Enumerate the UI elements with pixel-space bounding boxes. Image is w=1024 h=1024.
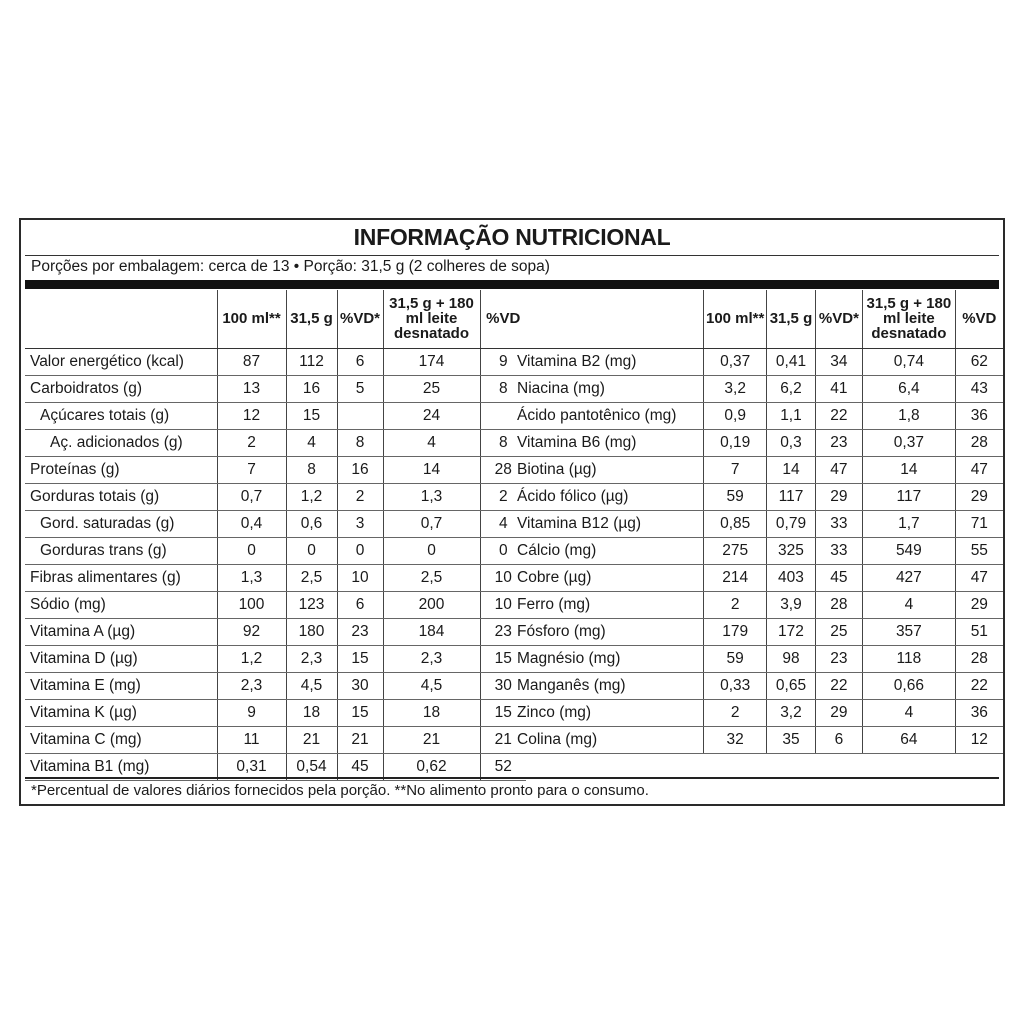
nutrient-name: Vitamina K (µg) bbox=[25, 699, 217, 726]
nutrient-row bbox=[25, 429, 526, 456]
nutrient-name: Proteínas (g) bbox=[25, 456, 217, 483]
nutrient-value: 36 bbox=[955, 402, 1003, 429]
column-header: %VD* bbox=[815, 290, 862, 348]
nutrient-value: 118 bbox=[863, 645, 956, 672]
nutrient-name: Magnésio (mg) bbox=[512, 645, 704, 672]
footnote: *Percentual de valores diários fornecidos pela porção. **No alimento pronto para o consumo. bbox=[31, 782, 649, 799]
nutrient-row bbox=[512, 726, 1003, 753]
nutrient-value: 23 bbox=[337, 618, 383, 645]
header-blank bbox=[512, 290, 704, 348]
nutrient-row bbox=[25, 618, 526, 645]
nutrient-value: 29 bbox=[955, 483, 1003, 510]
nutrient-value: 55 bbox=[955, 537, 1003, 564]
nutrient-value: 23 bbox=[815, 645, 862, 672]
nutrient-row bbox=[25, 402, 526, 429]
nutrient-value: 8 bbox=[337, 429, 383, 456]
nutrient-name: Niacina (mg) bbox=[512, 375, 704, 402]
nutrient-value: 15 bbox=[337, 645, 383, 672]
nutrient-row bbox=[512, 429, 1003, 456]
header-row bbox=[25, 290, 526, 348]
column-header: 100 ml** bbox=[704, 290, 767, 348]
nutrient-value: 59 bbox=[704, 483, 767, 510]
nutrient-value: 21 bbox=[286, 726, 337, 753]
nutrient-value: 275 bbox=[704, 537, 767, 564]
nutrient-value: 403 bbox=[767, 564, 815, 591]
nutrient-value: 1,3 bbox=[383, 483, 480, 510]
nutrient-value: 214 bbox=[704, 564, 767, 591]
nutrient-value: 0,37 bbox=[704, 348, 767, 375]
nutrient-name: Fibras alimentares (g) bbox=[25, 564, 217, 591]
nutrient-value: 4,5 bbox=[383, 672, 480, 699]
nutrient-value: 112 bbox=[286, 348, 337, 375]
nutrient-value: 0 bbox=[337, 537, 383, 564]
nutrient-value: 4 bbox=[863, 591, 956, 618]
nutrient-value: 16 bbox=[337, 456, 383, 483]
nutrient-value: 64 bbox=[863, 726, 956, 753]
nutrient-value: 30 bbox=[337, 672, 383, 699]
nutrient-value: 2,3 bbox=[383, 645, 480, 672]
nutrient-name: Vitamina C (mg) bbox=[25, 726, 217, 753]
nutrient-value: 174 bbox=[383, 348, 480, 375]
nutrient-value: 5 bbox=[337, 375, 383, 402]
nutrient-value: 18 bbox=[286, 699, 337, 726]
nutrient-row bbox=[512, 645, 1003, 672]
nutrition-facts-panel bbox=[19, 218, 1005, 806]
nutrient-row bbox=[25, 456, 526, 483]
nutrient-value: 0 bbox=[480, 537, 526, 564]
nutrient-row bbox=[512, 618, 1003, 645]
nutrient-value: 24 bbox=[383, 402, 480, 429]
nutrient-value: 6 bbox=[337, 591, 383, 618]
nutrient-value: 43 bbox=[955, 375, 1003, 402]
nutrient-row bbox=[25, 510, 526, 537]
nutrient-name: Biotina (µg) bbox=[512, 456, 704, 483]
nutrient-value: 34 bbox=[815, 348, 862, 375]
nutrient-name: Vitamina B6 (mg) bbox=[512, 429, 704, 456]
nutrient-name: Gorduras totais (g) bbox=[25, 483, 217, 510]
nutrient-value: 16 bbox=[286, 375, 337, 402]
nutrient-value: 15 bbox=[480, 699, 526, 726]
nutrient-value: 325 bbox=[767, 537, 815, 564]
nutrient-row bbox=[25, 645, 526, 672]
nutrient-name: Gord. saturadas (g) bbox=[25, 510, 217, 537]
nutrient-value: 12 bbox=[955, 726, 1003, 753]
nutrient-value: 30 bbox=[480, 672, 526, 699]
nutrient-name: Cobre (µg) bbox=[512, 564, 704, 591]
nutrient-value: 0 bbox=[383, 537, 480, 564]
nutrient-value: 4 bbox=[863, 699, 956, 726]
nutrient-value: 15 bbox=[337, 699, 383, 726]
nutrient-value: 22 bbox=[815, 672, 862, 699]
nutrient-value: 14 bbox=[383, 456, 480, 483]
nutrient-value: 0,3 bbox=[767, 429, 815, 456]
header-blank bbox=[25, 290, 217, 348]
nutrient-value: 10 bbox=[480, 564, 526, 591]
nutrient-value: 2,5 bbox=[383, 564, 480, 591]
nutrient-value: 25 bbox=[815, 618, 862, 645]
nutrient-value: 87 bbox=[217, 348, 286, 375]
nutrient-value: 32 bbox=[704, 726, 767, 753]
nutrient-value: 14 bbox=[767, 456, 815, 483]
nutrient-row bbox=[25, 753, 526, 780]
nutrient-name: Ácido pantotênico (mg) bbox=[512, 402, 704, 429]
nutrient-value: 28 bbox=[955, 429, 1003, 456]
nutrient-row bbox=[512, 483, 1003, 510]
nutrient-value: 123 bbox=[286, 591, 337, 618]
nutrient-value bbox=[337, 402, 383, 429]
column-header: 31,5 g bbox=[767, 290, 815, 348]
nutrient-value: 8 bbox=[480, 429, 526, 456]
nutrient-value: 21 bbox=[337, 726, 383, 753]
nutrient-value: 117 bbox=[863, 483, 956, 510]
nutrient-name: Açúcares totais (g) bbox=[25, 402, 217, 429]
nutrient-value: 0 bbox=[217, 537, 286, 564]
panel-title: INFORMAÇÃO NUTRICIONAL bbox=[353, 224, 671, 250]
header-row bbox=[512, 290, 1003, 348]
nutrient-value: 0,41 bbox=[767, 348, 815, 375]
nutrient-row bbox=[512, 564, 1003, 591]
nutrient-name: Vitamina E (mg) bbox=[25, 672, 217, 699]
nutrient-value: 1,2 bbox=[217, 645, 286, 672]
nutrient-value: 0,4 bbox=[217, 510, 286, 537]
nutrient-value: 549 bbox=[863, 537, 956, 564]
nutrient-value: 47 bbox=[955, 564, 1003, 591]
nutrient-value: 28 bbox=[480, 456, 526, 483]
nutrient-value: 7 bbox=[704, 456, 767, 483]
nutrient-value: 21 bbox=[480, 726, 526, 753]
nutrient-value: 8 bbox=[480, 375, 526, 402]
nutrient-row bbox=[512, 348, 1003, 375]
nutrient-name: Zinco (mg) bbox=[512, 699, 704, 726]
nutrient-value: 15 bbox=[480, 645, 526, 672]
nutrient-value: 172 bbox=[767, 618, 815, 645]
column-header: 31,5 g + 180 ml leite desnatado bbox=[863, 290, 956, 348]
nutrient-value: 200 bbox=[383, 591, 480, 618]
nutrient-name: Manganês (mg) bbox=[512, 672, 704, 699]
nutrient-value: 22 bbox=[955, 672, 1003, 699]
nutrient-value: 21 bbox=[383, 726, 480, 753]
nutrient-value: 1,2 bbox=[286, 483, 337, 510]
nutrient-value: 2,5 bbox=[286, 564, 337, 591]
nutrient-name: Gorduras trans (g) bbox=[25, 537, 217, 564]
nutrient-value: 179 bbox=[704, 618, 767, 645]
nutrient-row bbox=[512, 699, 1003, 726]
nutrient-name: Colina (mg) bbox=[512, 726, 704, 753]
nutrient-name: Vitamina B1 (mg) bbox=[25, 753, 217, 780]
nutrient-name: Vitamina B12 (µg) bbox=[512, 510, 704, 537]
nutrient-value: 0,7 bbox=[383, 510, 480, 537]
nutrient-value: 0,33 bbox=[704, 672, 767, 699]
nutrient-row bbox=[25, 537, 526, 564]
nutrient-value: 15 bbox=[286, 402, 337, 429]
nutrient-value: 3 bbox=[337, 510, 383, 537]
nutrient-value: 9 bbox=[217, 699, 286, 726]
nutrient-row bbox=[512, 510, 1003, 537]
nutrient-value: 4,5 bbox=[286, 672, 337, 699]
nutrient-value: 0,19 bbox=[704, 429, 767, 456]
nutrient-value: 36 bbox=[955, 699, 1003, 726]
nutrient-value: 9 bbox=[480, 348, 526, 375]
nutrient-value: 7 bbox=[217, 456, 286, 483]
nutrient-value: 0,85 bbox=[704, 510, 767, 537]
nutrient-value: 47 bbox=[955, 456, 1003, 483]
nutrient-name: Vitamina A (µg) bbox=[25, 618, 217, 645]
nutrient-name: Fósforo (mg) bbox=[512, 618, 704, 645]
nutrient-value: 10 bbox=[337, 564, 383, 591]
nutrient-value: 1,3 bbox=[217, 564, 286, 591]
nutrient-value: 47 bbox=[815, 456, 862, 483]
nutrient-value: 427 bbox=[863, 564, 956, 591]
thick-divider-bar bbox=[25, 280, 999, 289]
column-header: 31,5 g + 180 ml leite desnatado bbox=[383, 290, 480, 348]
nutrient-row bbox=[25, 375, 526, 402]
nutrient-value: 41 bbox=[815, 375, 862, 402]
nutrient-row bbox=[512, 402, 1003, 429]
nutrient-value: 4 bbox=[286, 429, 337, 456]
nutrient-value: 3,2 bbox=[767, 699, 815, 726]
nutrient-value: 0,31 bbox=[217, 753, 286, 780]
nutrient-value: 23 bbox=[815, 429, 862, 456]
nutrient-value: 2 bbox=[704, 591, 767, 618]
column-header: %VD bbox=[955, 290, 1003, 348]
nutrient-name: Aç. adicionados (g) bbox=[25, 429, 217, 456]
nutrient-value: 1,7 bbox=[863, 510, 956, 537]
nutrient-value: 2 bbox=[480, 483, 526, 510]
nutrient-value: 2,3 bbox=[217, 672, 286, 699]
nutrient-value: 0,66 bbox=[863, 672, 956, 699]
nutrient-value: 0,7 bbox=[217, 483, 286, 510]
nutrient-row bbox=[512, 672, 1003, 699]
nutrient-value: 6 bbox=[815, 726, 862, 753]
nutrient-name: Cálcio (mg) bbox=[512, 537, 704, 564]
nutrient-value: 18 bbox=[383, 699, 480, 726]
nutrient-value: 184 bbox=[383, 618, 480, 645]
nutrient-value: 100 bbox=[217, 591, 286, 618]
nutrient-name: Sódio (mg) bbox=[25, 591, 217, 618]
nutrient-name: Valor energético (kcal) bbox=[25, 348, 217, 375]
nutrient-value: 29 bbox=[815, 483, 862, 510]
nutrient-name: Ferro (mg) bbox=[512, 591, 704, 618]
nutrient-row bbox=[25, 699, 526, 726]
nutrient-value: 2 bbox=[217, 429, 286, 456]
nutrient-row bbox=[512, 537, 1003, 564]
nutrient-value: 62 bbox=[955, 348, 1003, 375]
nutrient-value: 2,3 bbox=[286, 645, 337, 672]
nutrient-value: 29 bbox=[955, 591, 1003, 618]
nutrient-value: 28 bbox=[815, 591, 862, 618]
nutrient-value: 52 bbox=[480, 753, 526, 780]
nutrient-value: 51 bbox=[955, 618, 1003, 645]
nutrient-value: 3,9 bbox=[767, 591, 815, 618]
nutrient-value: 180 bbox=[286, 618, 337, 645]
nutrient-value: 25 bbox=[383, 375, 480, 402]
nutrient-name: Vitamina D (µg) bbox=[25, 645, 217, 672]
nutrient-value: 71 bbox=[955, 510, 1003, 537]
nutrient-value: 11 bbox=[217, 726, 286, 753]
nutrients-table-left bbox=[25, 290, 526, 781]
nutrient-value: 117 bbox=[767, 483, 815, 510]
nutrient-value: 35 bbox=[767, 726, 815, 753]
nutrient-value: 4 bbox=[480, 510, 526, 537]
nutrient-value: 33 bbox=[815, 510, 862, 537]
column-header: 100 ml** bbox=[217, 290, 286, 348]
nutrient-row bbox=[25, 483, 526, 510]
nutrient-value: 0 bbox=[286, 537, 337, 564]
nutrient-value: 22 bbox=[815, 402, 862, 429]
nutrient-value: 0,62 bbox=[383, 753, 480, 780]
column-header: 31,5 g bbox=[286, 290, 337, 348]
nutrients-table-right bbox=[512, 290, 1003, 754]
nutrient-value: 6,2 bbox=[767, 375, 815, 402]
nutrient-value: 2 bbox=[704, 699, 767, 726]
nutrient-value: 2 bbox=[337, 483, 383, 510]
nutrient-name: Carboidratos (g) bbox=[25, 375, 217, 402]
nutrient-value: 1,8 bbox=[863, 402, 956, 429]
nutrient-value: 0,65 bbox=[767, 672, 815, 699]
nutrient-value: 4 bbox=[383, 429, 480, 456]
nutrient-value: 1,1 bbox=[767, 402, 815, 429]
nutrient-value: 45 bbox=[815, 564, 862, 591]
nutrient-value: 33 bbox=[815, 537, 862, 564]
nutrient-row bbox=[25, 591, 526, 618]
nutrient-value: 0,74 bbox=[863, 348, 956, 375]
nutrient-value: 0,6 bbox=[286, 510, 337, 537]
nutrient-name: Ácido fólico (µg) bbox=[512, 483, 704, 510]
column-header: %VD* bbox=[337, 290, 383, 348]
nutrient-value: 3,2 bbox=[704, 375, 767, 402]
nutrient-value: 12 bbox=[217, 402, 286, 429]
nutrient-row bbox=[512, 591, 1003, 618]
nutrient-value: 29 bbox=[815, 699, 862, 726]
nutrient-name: Vitamina B2 (mg) bbox=[512, 348, 704, 375]
nutrient-row bbox=[512, 456, 1003, 483]
nutrient-value: 6 bbox=[337, 348, 383, 375]
nutrient-row bbox=[512, 375, 1003, 402]
column-header: %VD bbox=[480, 290, 526, 348]
nutrient-row bbox=[25, 672, 526, 699]
nutrient-row bbox=[25, 564, 526, 591]
nutrient-value: 92 bbox=[217, 618, 286, 645]
nutrient-value: 0,54 bbox=[286, 753, 337, 780]
nutrient-value: 98 bbox=[767, 645, 815, 672]
nutrient-row bbox=[25, 726, 526, 753]
nutrient-value: 13 bbox=[217, 375, 286, 402]
footer-divider bbox=[25, 777, 999, 779]
nutrient-value: 0,9 bbox=[704, 402, 767, 429]
nutrient-value: 0,79 bbox=[767, 510, 815, 537]
nutrient-value: 28 bbox=[955, 645, 1003, 672]
nutrient-value: 45 bbox=[337, 753, 383, 780]
title-divider bbox=[25, 255, 999, 256]
nutrient-value: 357 bbox=[863, 618, 956, 645]
nutrient-value: 10 bbox=[480, 591, 526, 618]
nutrient-value: 0,37 bbox=[863, 429, 956, 456]
nutrient-value: 14 bbox=[863, 456, 956, 483]
nutrient-value: 23 bbox=[480, 618, 526, 645]
nutrient-value: 6,4 bbox=[863, 375, 956, 402]
portion-info: Porções por embalagem: cerca de 13 • Porção: 31,5 g (2 colheres de sopa) bbox=[31, 258, 550, 275]
nutrient-value: 8 bbox=[286, 456, 337, 483]
nutrient-row bbox=[25, 348, 526, 375]
nutrient-value: 59 bbox=[704, 645, 767, 672]
